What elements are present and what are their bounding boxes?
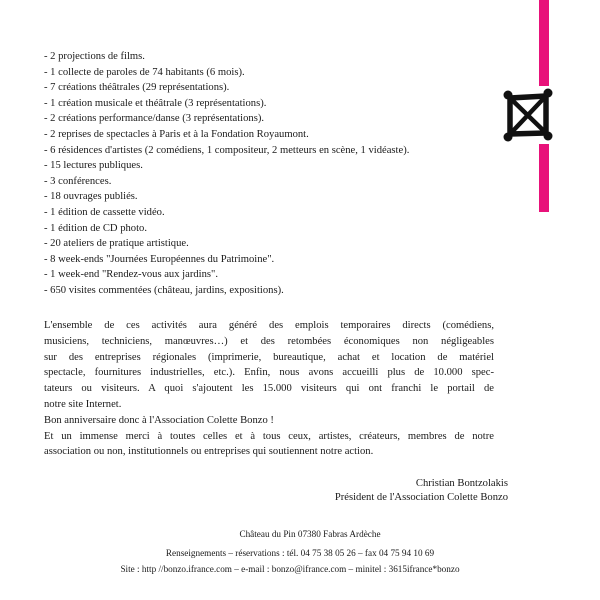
list-item: - 650 visites commentées (château, jardins, expositions). (44, 284, 284, 296)
list-item: - 1 création musicale et théâtrale (3 représentations). (44, 97, 267, 109)
paragraph-line: tateurs ou visiteurs. A quoi s'ajoutent les 15.000 visiteurs qui ont franchi le portail de (44, 383, 494, 395)
paragraph-line: L'ensemble de ces activités aura généré des emplois temporaires directs (comédiens, (44, 320, 494, 331)
list-item: - 2 projections de films. (44, 51, 145, 62)
footer-contact: Renseignements – réservations : tél. 04 75 38 05 26 – fax 04 75 94 10 69 (165, 548, 435, 558)
list-item: - 1 édition de cassette vidéo. (44, 206, 165, 218)
list-item: - 20 ateliers de pratique artistique. (44, 238, 189, 250)
list-item: - 2 créations performance/danse (3 représentations). (44, 113, 265, 125)
list-item: - 8 week-ends "Journées Européennes du Patrimoine". (44, 253, 275, 265)
list-item: - 1 week-end "Rendez-vous aux jardins". (44, 269, 218, 281)
paragraph-line: sur des entreprises régionales (imprimerie, bureautique, achat et location de matériel (44, 351, 494, 363)
list-item: - 1 collecte de paroles de 74 habitants (6 mois). (44, 66, 245, 78)
signature-name: Christian Bontzolakis (415, 478, 508, 489)
paragraph-line: notre site Internet. (44, 398, 122, 410)
paragraph-line: association ou non, institutionnels ou entreprises qui soutiennent notre action. (44, 446, 374, 458)
signature-title: Président de l'Association Colette Bonzo (334, 492, 508, 503)
footer-address: Château du Pin 07380 Fabras Ardèche (239, 529, 381, 539)
paragraph-line: Bon anniversaire donc à l'Association Colette Bonzo ! (44, 414, 274, 426)
activity-list (44, 49, 494, 299)
closing-paragraph (44, 318, 494, 460)
list-item: - 7 créations théâtrales (29 représentations). (44, 82, 230, 94)
paragraph-line: spectacle, fournitures industrielles, etc.). Enfin, nous avons accueilli plus de 10.000 spec- (44, 367, 494, 379)
list-item: - 6 résidences d'artistes (2 comédiens, 1 compositeur, 2 metteurs en scène, 1 vidéaste). (44, 144, 410, 156)
crossed-square-logo-icon (500, 86, 556, 144)
list-item: - 1 édition de CD photo. (44, 222, 147, 234)
list-item: - 18 ouvrages publiés. (44, 191, 138, 203)
list-item: - 2 reprises de spectacles à Paris et à la Fondation Royaumont. (44, 128, 309, 140)
list-item: - 15 lectures publiques. (44, 160, 143, 172)
paragraph-line: musiciens, techniciens, manœuvres…) et des retombées économiques non négligeables (44, 335, 494, 347)
footer-web: Site : http //bonzo.ifrance.com – e-mail : bonzo@ifrance.com – minitel : 3615ifrance*bonzo (120, 564, 460, 574)
list-item: - 3 conférences. (44, 175, 112, 187)
paragraph-line: Et un immense merci à toutes celles et à tous ceux, artistes, créateurs, membres de notre (44, 430, 494, 442)
